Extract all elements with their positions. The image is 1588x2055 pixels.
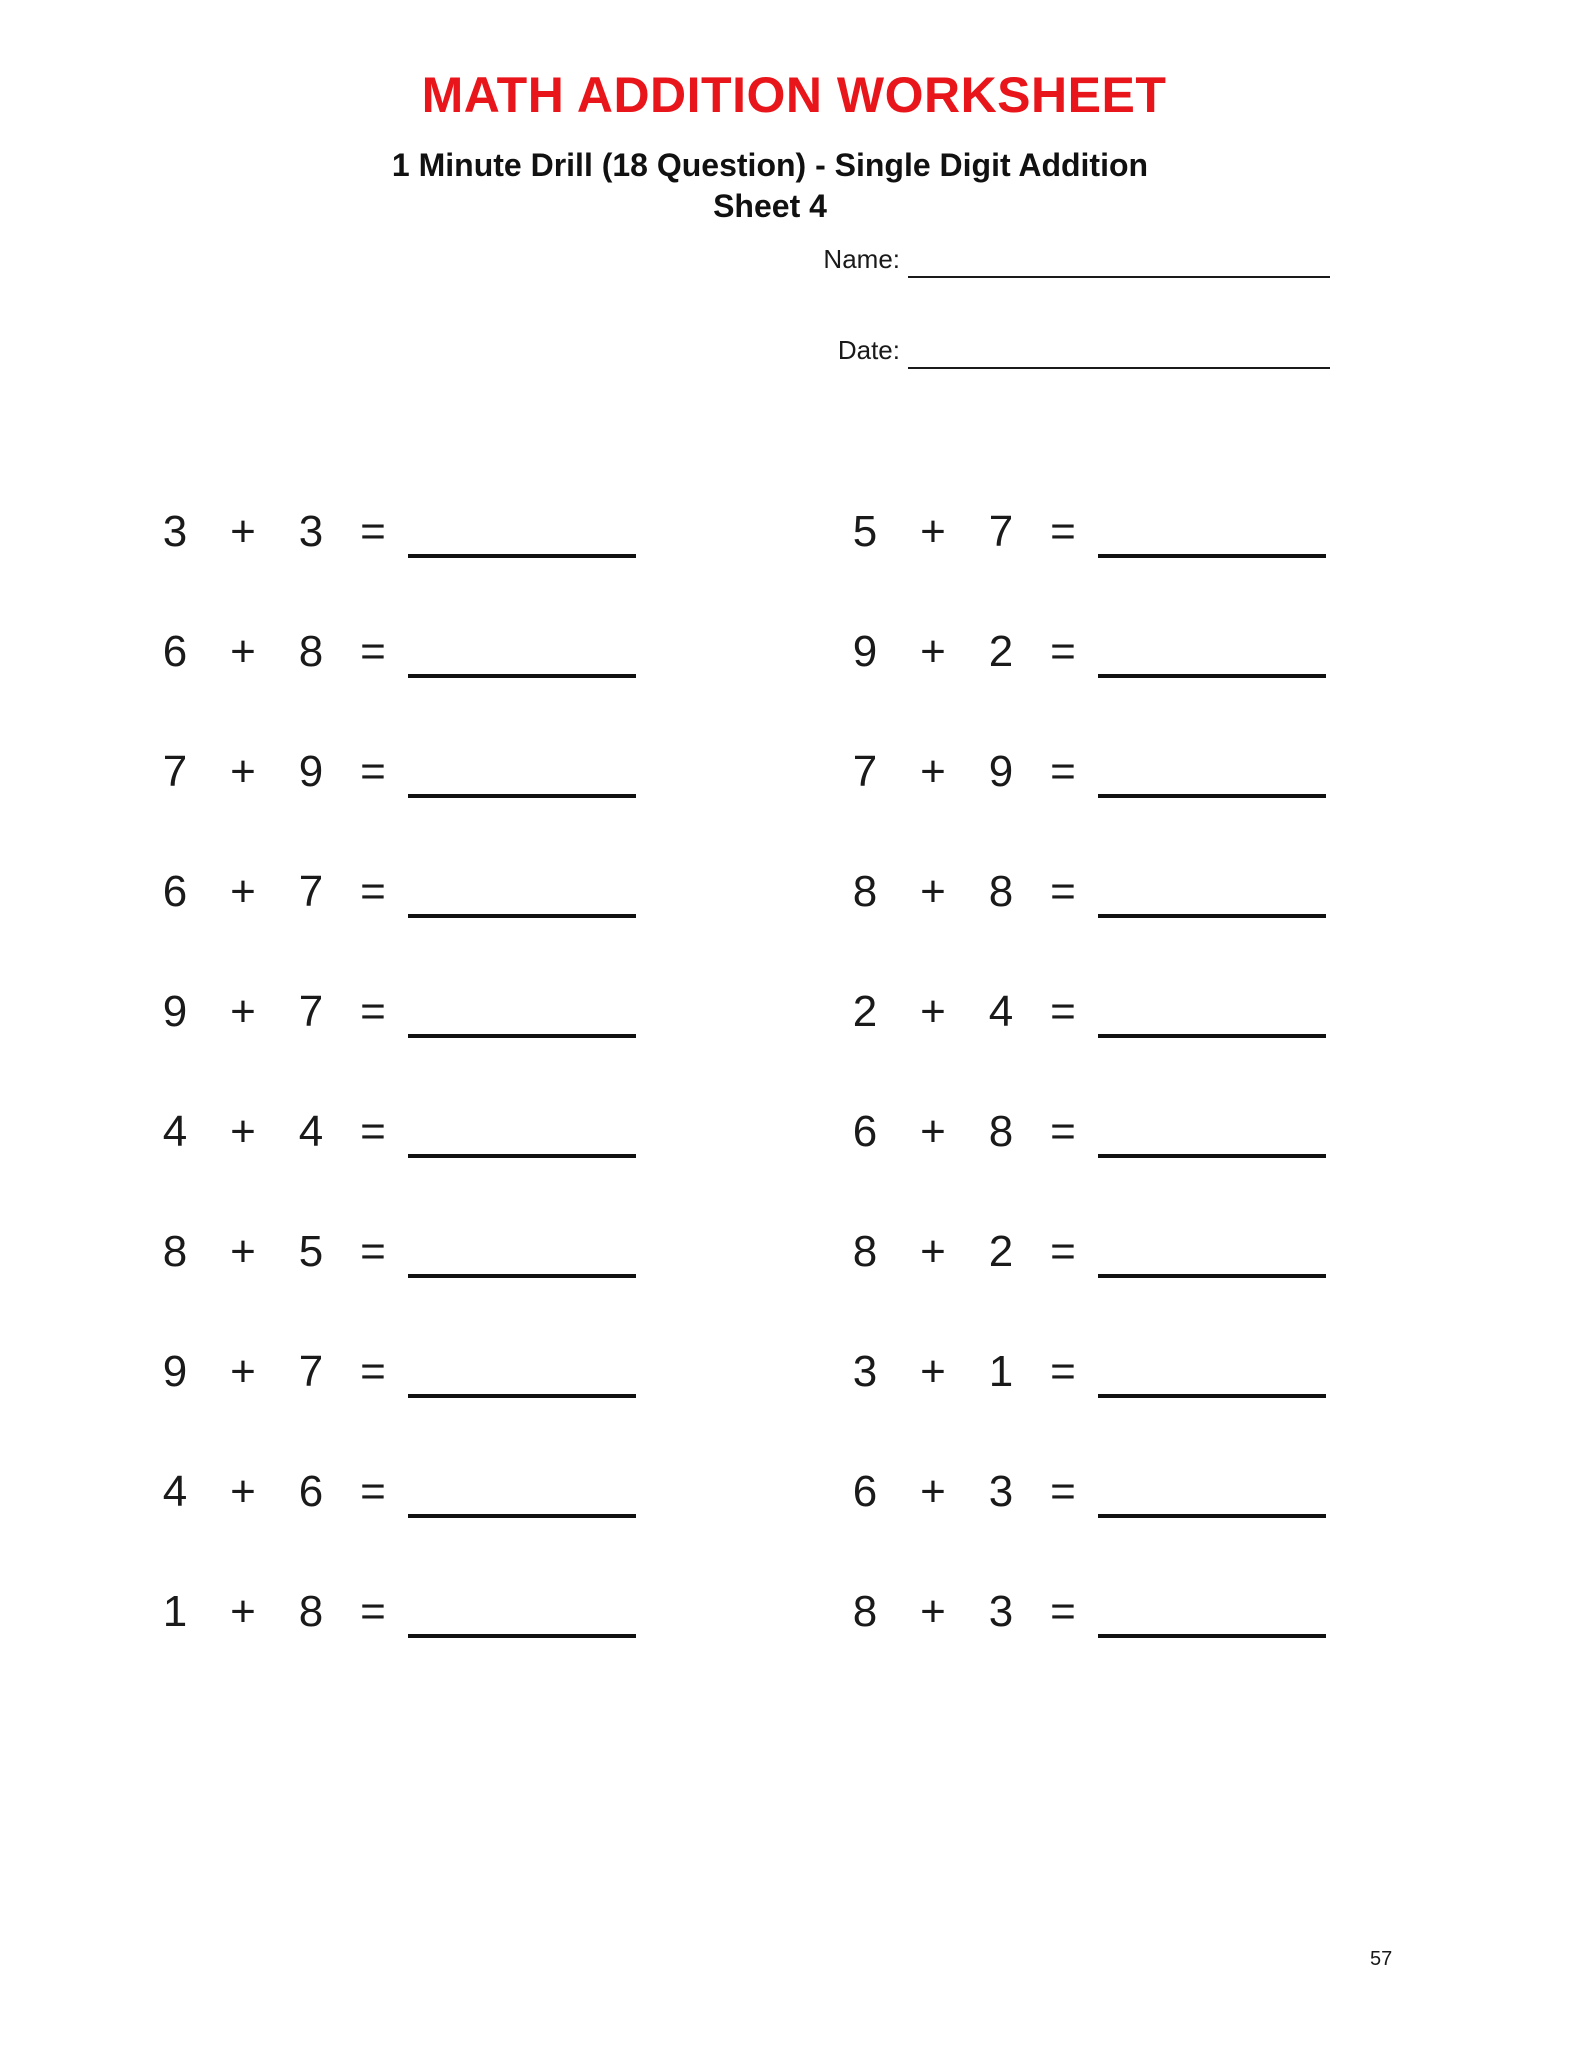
problem-row: [840, 1104, 1360, 1224]
problem-row: [150, 504, 670, 624]
addend-b: 3: [988, 1467, 1014, 1516]
problem-row: [840, 504, 1360, 624]
equals-sign: =: [1050, 1467, 1076, 1516]
answer-blank[interactable]: [408, 1034, 636, 1038]
name-input-line[interactable]: [908, 276, 1330, 278]
plus-sign: +: [230, 1107, 256, 1156]
addend-a: 9: [162, 1347, 188, 1396]
answer-blank[interactable]: [408, 674, 636, 678]
worksheet-subtitle: 1 Minute Drill (18 Question) - Single Digit Addition: [391, 147, 1149, 183]
answer-blank[interactable]: [408, 1634, 636, 1638]
plus-sign: +: [920, 1227, 946, 1276]
addend-b: 5: [298, 1227, 324, 1276]
plus-sign: +: [230, 507, 256, 556]
problem-row: [150, 1104, 670, 1224]
problem-row: [840, 984, 1360, 1104]
problem-row: [840, 1344, 1360, 1464]
addend-b: 8: [988, 1107, 1014, 1156]
equals-sign: =: [1050, 1347, 1076, 1396]
answer-blank[interactable]: [408, 1274, 636, 1278]
addend-b: 3: [988, 1587, 1014, 1636]
addend-b: 8: [988, 867, 1014, 916]
answer-blank[interactable]: [1098, 1034, 1326, 1038]
equals-sign: =: [360, 507, 386, 556]
addend-b: 6: [298, 1467, 324, 1516]
plus-sign: +: [920, 747, 946, 796]
addend-a: 7: [162, 747, 188, 796]
equals-sign: =: [360, 1467, 386, 1516]
problem-row: [840, 1224, 1360, 1344]
addend-a: 6: [162, 627, 188, 676]
plus-sign: +: [920, 1107, 946, 1156]
problem-row: [840, 744, 1360, 864]
problems-left-column: [150, 504, 670, 1704]
equals-sign: =: [1050, 987, 1076, 1036]
page-number: 57: [1370, 1948, 1393, 1970]
equals-sign: =: [360, 1347, 386, 1396]
answer-blank[interactable]: [408, 1154, 636, 1158]
addend-b: 7: [298, 987, 324, 1036]
equals-sign: =: [360, 1107, 386, 1156]
equals-sign: =: [360, 627, 386, 676]
addend-b: 1: [988, 1347, 1014, 1396]
equals-sign: =: [1050, 1587, 1076, 1636]
addend-b: 8: [298, 1587, 324, 1636]
equals-sign: =: [360, 1227, 386, 1276]
problem-row: [840, 1464, 1360, 1584]
plus-sign: +: [920, 1347, 946, 1396]
addend-a: 8: [852, 1587, 878, 1636]
date-input-line[interactable]: [908, 367, 1330, 369]
equals-sign: =: [1050, 1227, 1076, 1276]
plus-sign: +: [230, 867, 256, 916]
addend-b: 9: [298, 747, 324, 796]
equals-sign: =: [360, 747, 386, 796]
addend-b: 9: [988, 747, 1014, 796]
name-field[interactable]: [760, 238, 1330, 278]
answer-blank[interactable]: [1098, 1634, 1326, 1638]
addend-b: 8: [298, 627, 324, 676]
answer-blank[interactable]: [1098, 1394, 1326, 1398]
equals-sign: =: [360, 867, 386, 916]
plus-sign: +: [230, 1227, 256, 1276]
problems-right-column: [840, 504, 1360, 1704]
plus-sign: +: [920, 507, 946, 556]
equals-sign: =: [1050, 867, 1076, 916]
addend-a: 2: [852, 987, 878, 1036]
plus-sign: +: [920, 1467, 946, 1516]
equals-sign: =: [1050, 507, 1076, 556]
addend-b: 7: [988, 507, 1014, 556]
problem-row: [840, 864, 1360, 984]
addend-a: 5: [852, 507, 878, 556]
answer-blank[interactable]: [408, 794, 636, 798]
addend-b: 2: [988, 627, 1014, 676]
problem-row: [840, 1584, 1360, 1704]
plus-sign: +: [230, 747, 256, 796]
addend-b: 3: [298, 507, 324, 556]
addend-a: 3: [162, 507, 188, 556]
equals-sign: =: [1050, 627, 1076, 676]
answer-blank[interactable]: [408, 554, 636, 558]
answer-blank[interactable]: [408, 1514, 636, 1518]
answer-blank[interactable]: [1098, 1274, 1326, 1278]
answer-blank[interactable]: [1098, 674, 1326, 678]
addend-b: 7: [298, 867, 324, 916]
addend-a: 4: [162, 1467, 188, 1516]
date-field[interactable]: [760, 329, 1330, 369]
plus-sign: +: [920, 867, 946, 916]
addend-a: 9: [162, 987, 188, 1036]
equals-sign: =: [1050, 747, 1076, 796]
equals-sign: =: [360, 1587, 386, 1636]
answer-blank[interactable]: [1098, 554, 1326, 558]
sheet-number: Sheet 4: [713, 188, 827, 224]
plus-sign: +: [920, 987, 946, 1036]
answer-blank[interactable]: [1098, 1514, 1326, 1518]
addend-a: 9: [852, 627, 878, 676]
date-label: Date:: [837, 335, 900, 365]
problem-row: [150, 744, 670, 864]
plus-sign: +: [230, 987, 256, 1036]
addend-a: 3: [852, 1347, 878, 1396]
addend-a: 4: [162, 1107, 188, 1156]
addend-b: 7: [298, 1347, 324, 1396]
problem-row: [150, 864, 670, 984]
addend-a: 7: [852, 747, 878, 796]
problem-row: [150, 1464, 670, 1584]
addend-a: 8: [852, 1227, 878, 1276]
plus-sign: +: [230, 1587, 256, 1636]
addend-b: 2: [988, 1227, 1014, 1276]
addend-a: 6: [162, 867, 188, 916]
answer-blank[interactable]: [408, 914, 636, 918]
problem-row: [150, 984, 670, 1104]
answer-blank[interactable]: [408, 1394, 636, 1398]
plus-sign: +: [920, 1587, 946, 1636]
answer-blank[interactable]: [1098, 1154, 1326, 1158]
plus-sign: +: [920, 627, 946, 676]
addend-a: 6: [852, 1467, 878, 1516]
plus-sign: +: [230, 1347, 256, 1396]
answer-blank[interactable]: [1098, 794, 1326, 798]
addend-a: 8: [852, 867, 878, 916]
worksheet-title: MATH ADDITION WORKSHEET: [421, 67, 1167, 123]
addend-b: 4: [298, 1107, 324, 1156]
problem-row: [150, 624, 670, 744]
addend-a: 1: [162, 1587, 188, 1636]
answer-blank[interactable]: [1098, 914, 1326, 918]
addend-b: 4: [988, 987, 1014, 1036]
problem-row: [150, 1344, 670, 1464]
name-label: Name:: [823, 244, 900, 274]
addend-a: 6: [852, 1107, 878, 1156]
addend-a: 8: [162, 1227, 188, 1276]
plus-sign: +: [230, 1467, 256, 1516]
equals-sign: =: [360, 987, 386, 1036]
problem-row: [150, 1584, 670, 1704]
plus-sign: +: [230, 627, 256, 676]
equals-sign: =: [1050, 1107, 1076, 1156]
problem-row: [150, 1224, 670, 1344]
problem-row: [840, 624, 1360, 744]
